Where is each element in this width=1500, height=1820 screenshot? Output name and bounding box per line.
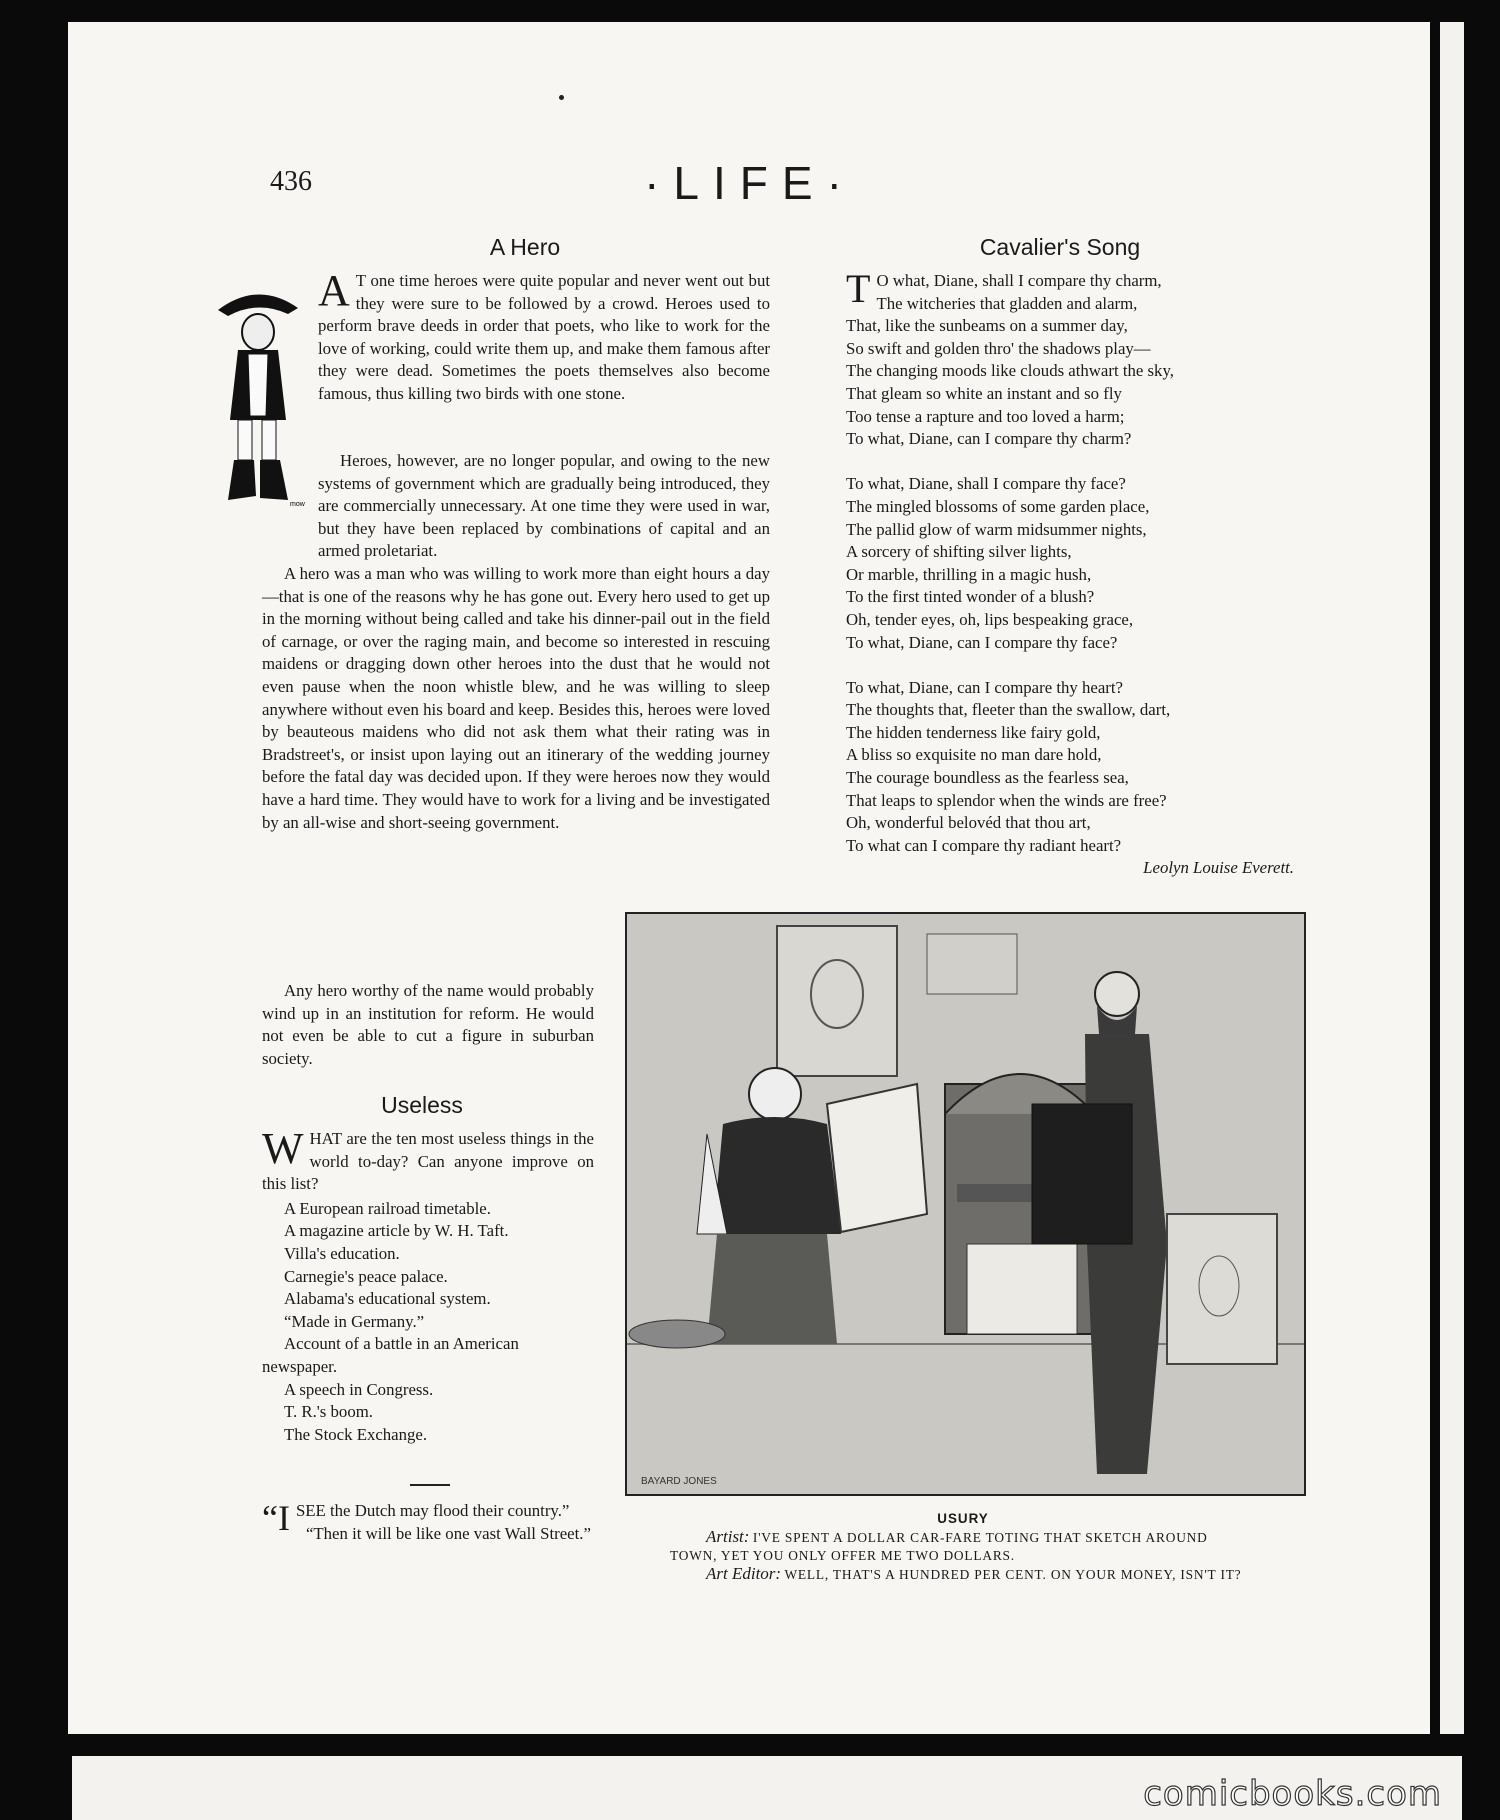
stanza-2 — [846, 473, 1294, 654]
next-page-edge — [1440, 22, 1464, 1734]
useless-list — [262, 1198, 594, 1447]
stanza-1 — [846, 266, 1294, 451]
poem-title: Cavalier's Song — [979, 234, 1141, 260]
list-item: A European railroad timetable. — [284, 1198, 491, 1218]
artist-quote: I'VE SPENT A DOLLAR CAR-FARE TOTING THAT SKETCH AROUND TOWN, YET YOU ONLY OFFER ME TWO DOLLARS. — [670, 1530, 1208, 1563]
poem-line: The pallid glow of warm midsummer nights, — [846, 519, 1147, 539]
poem-line: To what, Diane, can I compare thy face? — [846, 632, 1118, 652]
hero-paragraph-4: Any hero worthy of the name would probably wind up in an institution for reform. He would not even be able to cut a figure in suburban society. — [262, 981, 594, 1068]
poem-line: The witcheries that gladden and alarm, — [876, 293, 1138, 313]
list-item: A speech in Congress. — [284, 1379, 434, 1399]
divider-rule — [410, 1484, 450, 1486]
poem-line: The changing moods like clouds athwart the sky, — [846, 361, 1174, 381]
poem-line: T O what, Diane, shall I compare thy charm, — [846, 266, 1162, 311]
poem-line: The mingled blossoms of some garden place, — [846, 496, 1150, 516]
list-item: “Made in Germany.” — [284, 1311, 425, 1331]
editor-label: Art Editor: — [706, 1564, 782, 1583]
poem-line: That gleam so white an instant and so fly — [846, 383, 1122, 403]
ink-dot — [559, 95, 564, 100]
list-item: Account of a battle in an American newspaper. — [262, 1334, 519, 1376]
editor-quote: WELL, THAT'S A HUNDRED PER CENT. ON YOUR MONEY, ISN'T IT? — [784, 1567, 1242, 1582]
poem-line: The hidden tenderness like fairy gold, — [846, 722, 1101, 742]
hero-paragraph-2: Heroes, however, are no longer popular, and owing to the new systems of government which are gradually being introduced, they are commercially unnecessary. At one time they were used in war, but they have been replaced by combinations of capital and an armed proletariat. — [318, 451, 770, 561]
editor-line — [670, 1565, 1256, 1584]
list-item: The Stock Exchange. — [284, 1424, 428, 1444]
poem-line: A sorcery of shifting silver lights, — [846, 542, 1072, 562]
hero-paragraph-1-wrap — [318, 266, 770, 406]
list-item: T. R.'s boom. — [284, 1402, 373, 1422]
poem-line: To what, Diane, shall I compare thy face? — [846, 474, 1126, 494]
dropcap-a: A — [318, 266, 350, 315]
poem-author: Leolyn Louise Everett. — [1143, 858, 1294, 878]
artist-label: Artist: — [706, 1527, 750, 1546]
poem-line: That leaps to splendor when the winds are free? — [846, 790, 1167, 810]
useless-body — [262, 1124, 594, 1446]
cartoon-caption — [670, 1510, 1256, 1584]
stanza-3 — [846, 677, 1294, 858]
poem-line: To what, Diane, can I compare thy heart? — [846, 677, 1123, 697]
cartoon-drawing — [627, 914, 1304, 1494]
poem-line: Or marble, thrilling in a magic hush, — [846, 564, 1092, 584]
poem-line: The courage boundless as the fearless sea, — [846, 768, 1129, 788]
dutch-joke — [262, 1500, 592, 1545]
svg-text:mow: mow — [290, 501, 305, 508]
next-page-bottom-edge — [72, 1756, 1462, 1820]
usury-cartoon — [625, 912, 1306, 1496]
poem-body — [846, 266, 1294, 880]
list-item: A magazine article by W. H. Taft. — [284, 1221, 509, 1241]
joke-line-1: “ISEE the Dutch may flood their country.” — [262, 1498, 570, 1538]
svg-text:BAYARD JONES: BAYARD JONES — [641, 1476, 717, 1487]
poem-line: A bliss so exquisite no man dare hold, — [846, 745, 1102, 765]
page-number: 436 — [270, 166, 312, 197]
joke-line-2: “Then it will be like one vast Wall Street.” — [305, 1523, 591, 1543]
poem-line: To what, Diane, can I compare thy charm? — [846, 429, 1132, 449]
hero-paragraph-3: A hero was a man who was willing to work more than eight hours a day—that is one of the reasons why he has gone out. Every hero used to get up in the morning without being called and take his dinner-pail out in the field of carnage, or over the raging main, and become so interested in rescuing maidens or dragging down other heroes into the dust that he would not even pause when the noon whistle blew, and he was willing to sleep anywhere without even his board and keep. Besides this, heroes were loved by beauteous maidens who did not ask them what their rating was in Bradstreet's, or insist upon laying out an itinerary of the wedding journey before the fatal day was decided upon. If they were heroes now they would have a hard time. They would have to work for a living and be investigated by an all-wise and short-seeing government. — [262, 563, 770, 832]
list-item: Carnegie's peace palace. — [284, 1266, 448, 1286]
hero-paragraph-1: A T one time heroes were quite popular and never went out but they were sure to be followed by a crowd. Heroes used to perform brave deeds in order that poets, who like to work for the love of working, could write them up, and make them famous after they were dead. Sometimes the poets themselves also become famous, thus killing two birds with one stone. — [318, 266, 770, 403]
list-item: Villa's education. — [284, 1243, 400, 1263]
caption-title: USURY — [937, 1511, 989, 1526]
artist-line — [670, 1528, 1256, 1565]
watermark: comicbooks.com — [1143, 1774, 1442, 1814]
magazine-title: ·LIFE· — [644, 157, 856, 209]
poem-line: That, like the sunbeams on a summer day, — [846, 316, 1128, 336]
list-item: Alabama's educational system. — [284, 1289, 491, 1309]
useless-title: Useless — [381, 1092, 463, 1118]
poem-line: To what can I compare thy radiant heart? — [846, 835, 1122, 855]
hero-paragraphs — [262, 450, 770, 834]
poem-line: To the first tinted wonder of a blush? — [846, 587, 1095, 607]
hero-title: A Hero — [489, 234, 561, 260]
poem-line: Too tense a rapture and too loved a harm; — [846, 406, 1125, 426]
useless-intro: WHAT are the ten most useless things in the world to-day? Can anyone improve on this list? — [262, 1124, 594, 1194]
dropcap-w: W — [262, 1124, 304, 1173]
poem-line: So swift and golden thro' the shadows play— — [846, 338, 1151, 358]
dropcap-i: “I — [262, 1498, 290, 1538]
poem-line: Oh, tender eyes, oh, lips bespeaking grace, — [846, 609, 1134, 629]
hero-paragraph-4-wrap — [262, 980, 594, 1070]
dropcap-t: T — [846, 266, 871, 311]
poem-line: Oh, wonderful belovéd that thou art, — [846, 813, 1091, 833]
poem-line: The thoughts that, fleeter than the swallow, dart, — [846, 700, 1171, 720]
